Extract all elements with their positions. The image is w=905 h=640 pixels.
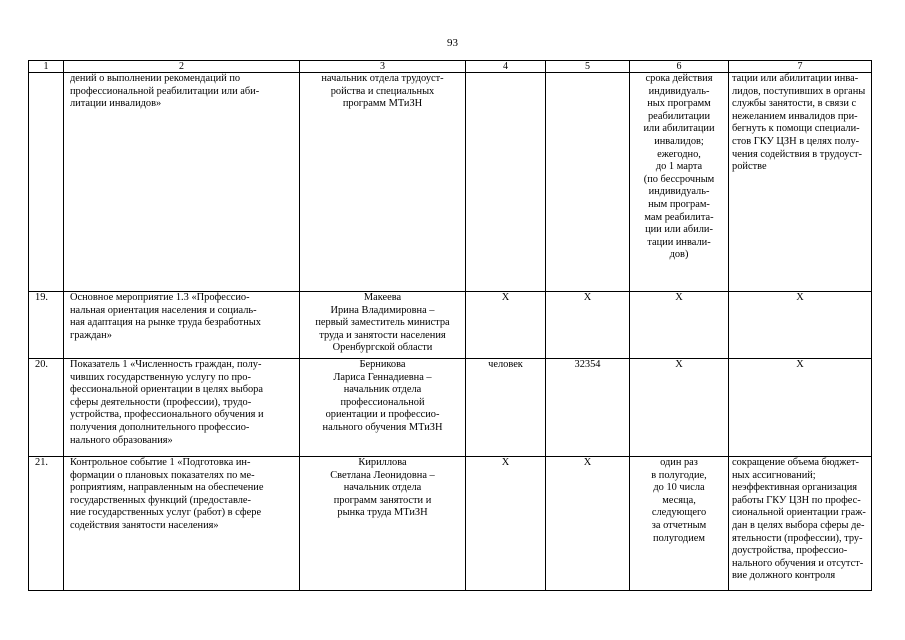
deadline: срока действия индивидуаль- ных программ реабилитации или абилитации инвалидов; ежегодно, до 1 марта (по бессрочным индивидуаль- ным програм- мам реабилита- ции или абили- тации инвали- дов) [630,73,729,292]
unit-of-measure: человек [466,359,546,457]
risks: сокращение объема бюджет- ных ассигнований; неэффективная организация работы ГКУ ЦЗН по профес- сиональной ориентации граж- дан в целях выбора сферы де- ятельности (профессии), тру- доустройства, профессио- нального обучения и отсутст- вие должного контроля [729,457,872,591]
column-header: 4 [466,61,546,73]
unit-of-measure [466,73,546,292]
table-row [29,359,872,457]
risks: тации или абилитации инва- лидов, поступивших в органы службы занятости, в связи с нежеланием инвалидов при- бегнуть к помощи специали- стов ГКУ ЦЗН в целях полу- чения содействия в трудоуст- ройстве [729,73,872,292]
column-header: 5 [546,61,630,73]
column-header: 1 [29,61,64,73]
measure-name: Основное мероприятие 1.3 «Профессио- нальная ориентация населения и социаль- ная адаптация на рынке труда безработных граждан» [64,292,300,359]
responsible-person: Макеева Ирина Владимировна – первый заместитель министра труда и занятости населения Оренбургской области [300,292,466,359]
deadline: один раз в полугодие, до 10 числа месяца, следующего за отчетным полугодием [630,457,729,591]
column-header: 6 [630,61,729,73]
column-header: 3 [300,61,466,73]
row-number: 21. [29,457,64,591]
risks: Х [729,359,872,457]
column-header: 7 [729,61,872,73]
responsible-person: Берникова Лариса Геннадиевна – начальник отдела профессиональной ориентации и профессио- нального обучения МТиЗН [300,359,466,457]
target-value [546,73,630,292]
risks: Х [729,292,872,359]
measure-name: Контрольное событие 1 «Подготовка ин- формации о плановых показателях по ме- роприятиям, направленным на обеспечение государственных функций (предоставле- ние государственных услуг (работ) в сфере содействия занятости населения» [64,457,300,591]
table-row [29,292,872,359]
responsible-person: начальник отдела трудоуст- ройства и специальных программ МТиЗН [300,73,466,292]
row-number [29,73,64,292]
unit-of-measure: Х [466,292,546,359]
row-number: 19. [29,292,64,359]
page-number: 93 [447,37,458,49]
column-header: 2 [64,61,300,73]
deadline: Х [630,359,729,457]
measure-name: дений о выполнении рекомендаций по профессиональной реабилитации или аби- литации инвалидов» [64,73,300,292]
table-row [29,457,872,591]
table-row [29,73,872,292]
target-value: 32354 [546,359,630,457]
plan-table [28,60,872,591]
target-value: Х [546,457,630,591]
row-number: 20. [29,359,64,457]
column-number-row [29,61,872,73]
target-value: Х [546,292,630,359]
unit-of-measure: Х [466,457,546,591]
measure-name: Показатель 1 «Численность граждан, полу- чивших государственную услугу по про- фессиональной ориентации в целях выбора сферы деятельности (профессии), трудо- устройства, профессионального обучения и получения дополнительного профессио- нального образования» [64,359,300,457]
deadline: Х [630,292,729,359]
responsible-person: Кириллова Светлана Леонидовна – начальник отдела программ занятости и рынка труда МТиЗН [300,457,466,591]
